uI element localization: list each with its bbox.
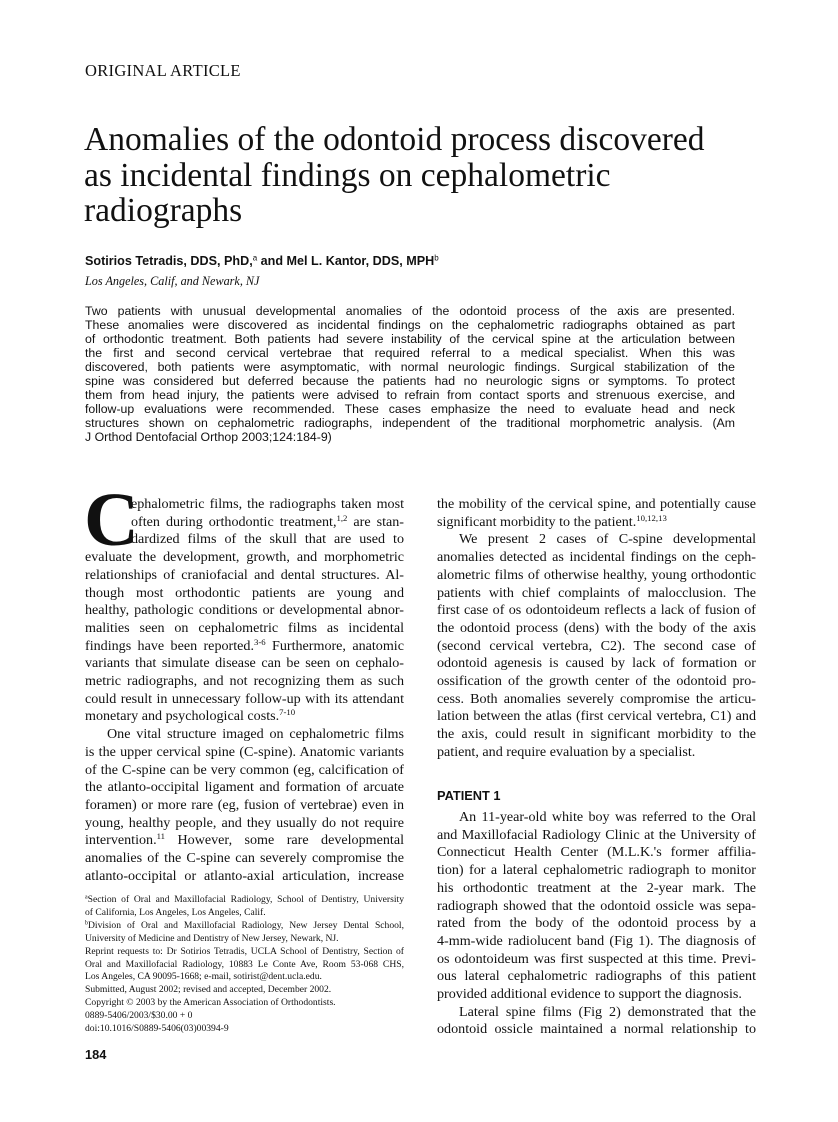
- text-line: One vital structure imaged on cephalometric films: [107, 726, 404, 743]
- footnotes: [85, 894, 404, 1036]
- abstract-line: of orthodontic treatment. Both patients had severe instability of the cervical spine at the articulation between: [85, 332, 735, 347]
- text-line: $^a$Section of Oral and Maxillofacial Radiology, School of Dentistry, University: [85, 894, 404, 905]
- text-line: An 11-year-old white boy was referred to the Oral: [459, 809, 756, 825]
- text-line: the odontoid process (dens) with the body of the axis: [437, 619, 756, 636]
- text-line: malities seen on cephalometric films as incidental: [85, 619, 404, 636]
- text-line: rated from the body of the odontoid process by a: [437, 915, 756, 932]
- body-column-right-patient-1: [437, 809, 756, 1039]
- text-line: dardized films of the skull that are used to: [131, 531, 404, 548]
- abstract-line: J Orthod Dentofacial Orthop 2003;124:184-9): [85, 430, 332, 445]
- text-line: 4-mm-wide radiolucent band (Fig 1). The diagnosis of: [437, 932, 756, 949]
- text-line: findings have been reported.$^{3-6}$ Furthermore, anatomic: [85, 636, 404, 654]
- text-line: doi:10.1016/S0889-5406(03)00394-9: [85, 1023, 229, 1035]
- abstract-line: the first and second cervical vertebrae that required referral to a medical specialist. When this was: [85, 346, 735, 361]
- text-line: monetary and psychological costs.$^{7-10}$: [85, 707, 296, 725]
- text-line: We present 2 cases of C-spine developmental: [459, 531, 756, 548]
- reference-superscript: a: [85, 894, 88, 901]
- text-line: patient, and require evaluation by a specialist.: [437, 743, 696, 760]
- text-line: 0889-5406/2003/$30.00 + 0: [85, 1010, 193, 1022]
- section-label: ORIGINAL ARTICLE: [85, 61, 241, 80]
- text-line: Copyright © 2003 by the American Association of Orthodontists.: [85, 997, 336, 1009]
- text-line: his orthodontic treatment at the 2-year mark. The: [437, 879, 756, 896]
- title-line: Anomalies of the odontoid process discovered: [84, 121, 705, 158]
- reference-superscript: 11: [156, 831, 166, 842]
- text-line: os odontoideum was first suspected at this time. Previ-: [437, 950, 756, 967]
- body-column-right-intro: [437, 496, 756, 762]
- text-line: odontoid agenesis is caused by lack of formation or: [437, 655, 756, 672]
- author-affiliation-mark: a: [252, 253, 258, 263]
- author-list: [85, 254, 439, 268]
- text-line: alometric films of otherwise healthy, young orthodontic: [437, 566, 756, 583]
- text-line: atlanto-occipital or atlanto-axial articulation, increase: [85, 867, 404, 884]
- reference-superscript: 1,2: [336, 512, 348, 523]
- text-line: (second cervical vertebra, C2). The second case of: [437, 637, 756, 654]
- abstract-line: structures shown on cephalometric radiographs, independent of the traditional morphometric analysis. (Am: [85, 416, 735, 431]
- text-line: Oral and Maxillofacial Radiology, 10883 Le Conte Ave, Room 53-068 CHS,: [85, 958, 404, 970]
- abstract-line: discovered, both patients were asymptomatic, with normal neurologic findings. Surgical stabilization of the: [85, 360, 735, 375]
- text-line: young, healthy people, and they usually do not require: [85, 814, 404, 831]
- reference-superscript: 7-10: [279, 707, 296, 718]
- drop-cap: C: [84, 478, 139, 562]
- text-line: of California, Los Angeles, Los Angeles, Calif.: [85, 906, 266, 918]
- text-line: is the upper cervical spine (C-spine). Anatomic variants: [85, 743, 404, 760]
- reference-superscript: 3-6: [253, 636, 266, 647]
- text-line: relationships of craniofacial and dental structures. Al-: [85, 566, 404, 583]
- abstract: [85, 304, 735, 444]
- text-line: first case of os odontoideum reflects a lack of fusion of: [437, 602, 756, 619]
- text-line: the axis, could result in significant morbidity to the: [437, 726, 756, 743]
- text-line: variants that simulate disease can be seen on cephalo-: [85, 655, 404, 672]
- text-line: Lateral spine films (Fig 2) demonstrated that the: [459, 1003, 756, 1020]
- page-number: 184: [85, 1047, 107, 1062]
- text-line: the atlanto-occipital ligament and formation of arcuate: [85, 779, 404, 796]
- text-line: often during orthodontic treatment,$^{1,2}$ are stan-: [131, 512, 404, 530]
- title-line: radiographs: [84, 192, 243, 229]
- text-line: ous lateral cephalometric radiographs of this patient: [437, 968, 756, 985]
- abstract-line: them from head injury, the patients were advised to refrain from contact sports and strenuous exercise, and: [85, 388, 735, 403]
- text-line: significant morbidity to the patient.$^{10,12,13}$: [437, 512, 667, 530]
- text-line: anomalies detected as incidental findings on the ceph-: [437, 549, 756, 566]
- text-line: though most orthodontic patients are young and: [85, 584, 404, 601]
- text-line: odontoid ossicle maintained a normal relationship to: [437, 1021, 756, 1038]
- reference-superscript: 10,12,13: [636, 512, 667, 523]
- body-column-left: [85, 496, 404, 885]
- text-line: of the C-spine can be very common (eg, calcification of: [85, 761, 404, 778]
- abstract-line: Two patients with unusual developmental anomalies of the odontoid process of the axis are presented.: [85, 304, 735, 318]
- author-locations: Los Angeles, Calif, and Newark, NJ: [85, 274, 260, 288]
- text-line: lation between the atlas (first cervical vertebra, C1) and: [437, 708, 756, 725]
- text-line: and Maxillofacial Radiology Clinic at the University of: [437, 826, 756, 843]
- author-affiliation-mark: b: [434, 253, 439, 263]
- text-line: University of Medicine and Dentistry of New Jersey, Newark, NJ.: [85, 932, 339, 944]
- author-name: Sotirios Tetradis, DDS, PhD,: [85, 254, 253, 268]
- text-line: Los Angeles, CA 90095-1668; e-mail, sotirist@dent.ucla.edu.: [85, 971, 322, 983]
- abstract-line: follow-up evaluations were recommended. These cases emphasize the need to evaluate head and neck: [85, 402, 735, 417]
- text-line: evaluate the development, growth, and morphometric: [85, 549, 404, 566]
- abstract-line: These anomalies were discovered as incidental findings on the cephalometric radiographs obtained as part: [85, 318, 735, 333]
- text-line: healthy, pathologic conditions or developmental abnor-: [85, 602, 404, 619]
- text-line: Connecticut Health Center (M.L.K.'s former affilia-: [437, 844, 756, 861]
- title-line: as incidental findings on cephalometric: [84, 156, 611, 194]
- text-line: could result in unnecessary follow-up with its attendant: [85, 690, 404, 707]
- text-line: Reprint requests to: Dr Sotirios Tetradis, UCLA School of Dentistry, Section of: [85, 945, 404, 957]
- text-line: Submitted, August 2002; revised and accepted, December 2002.: [85, 984, 332, 996]
- abstract-line: spine was considered but deferred because the patients had no neurologic signs or symptoms. To protect: [85, 374, 735, 389]
- text-line: cess. Both anomalies severely compromise the articu-: [437, 690, 756, 707]
- text-line: foramen) or more rare (eg, fusion of vertebrae) even in: [85, 796, 404, 813]
- text-line: ephalometric films, the radiographs taken most: [131, 496, 404, 512]
- article-title: [84, 122, 784, 229]
- text-line: intervention.$^{11}$ However, some rare developmental: [85, 831, 404, 849]
- section-heading-patient-1: PATIENT 1: [437, 788, 501, 803]
- author-name: and Mel L. Kantor, DDS, MPH: [257, 254, 435, 268]
- text-line: ossification of the growth center of the odontoid pro-: [437, 673, 756, 690]
- text-line: metric radiographs, and not recognizing them as such: [85, 673, 404, 690]
- text-line: anomalies of the C-spine can severely compromise the: [85, 850, 404, 867]
- text-line: tion) for a lateral cephalometric radiograph to monitor: [437, 862, 756, 879]
- text-line: the mobility of the cervical spine, and potentially cause: [437, 496, 756, 512]
- text-line: provided additional evidence to support the diagnosis.: [437, 986, 742, 1003]
- reference-superscript: b: [85, 920, 88, 927]
- text-line: radiograph showed that the odontoid ossicle was sepa-: [437, 897, 756, 914]
- text-line: patients with chief complaints of malocclusion. The: [437, 584, 756, 601]
- text-line: $^b$Division of Oral and Maxillofacial Radiology, New Jersey Dental School,: [85, 919, 404, 931]
